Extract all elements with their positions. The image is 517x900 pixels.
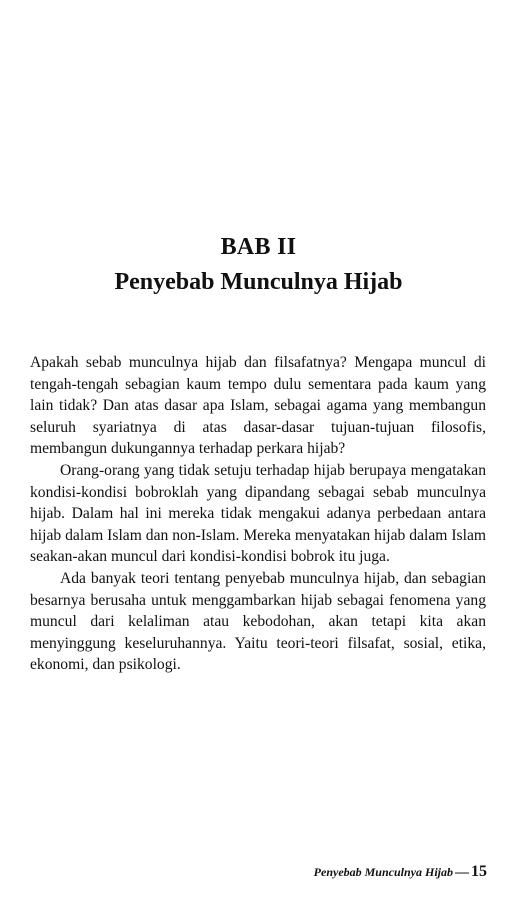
footer-separator: — (455, 865, 469, 880)
page-footer (314, 862, 487, 883)
chapter-number: BAB II (220, 234, 297, 260)
paragraph-1: Apakah sebab munculnya hijab dan filsafatnya? Mengapa muncul di tengah-tengah sebagian kaum tempo dulu sementara pada kaum yang lain tidak? Dan atas dasar apa Islam, sebagai agama yang membangun seluruh syariatnya di atas dasar-dasar tujuan-tujuan filosofis, membangun dukungannya terhadap perkara hijab? (30, 354, 486, 458)
chapter-title: Penyebab Munculnya Hijab (114, 269, 403, 295)
chapter-heading (0, 230, 517, 300)
page-number: 15 (471, 863, 487, 880)
paragraph-2: Orang-orang yang tidak setuju terhadap hijab berupaya mengatakan kondisi-kondisi bobroklah yang dipandang sebagai sebab munculnya hijab. Dalam hal ini mereka tidak mengakui adanya perbedaan antara hijab dalam Islam dan non-Islam. Mereka menyatakan hijab dalam Islam seakan-akan muncul dari kondisi-kondisi bobrok itu juga. (30, 461, 486, 566)
paragraph-3: Ada banyak teori tentang penyebab munculnya hijab, dan sebagian besarnya berusaha untuk menggambarkan hijab sebagai fenomena yang muncul dari kelaliman atau kebodohan, akan tetapi kita akan menyinggung keseluruhannya. Yaitu teori-teori filsafat, sosial, etika, ekonomi, dan psikologi. (30, 569, 486, 674)
running-head: Penyebab Munculnya Hijab (313, 865, 453, 879)
body-text (30, 352, 486, 676)
